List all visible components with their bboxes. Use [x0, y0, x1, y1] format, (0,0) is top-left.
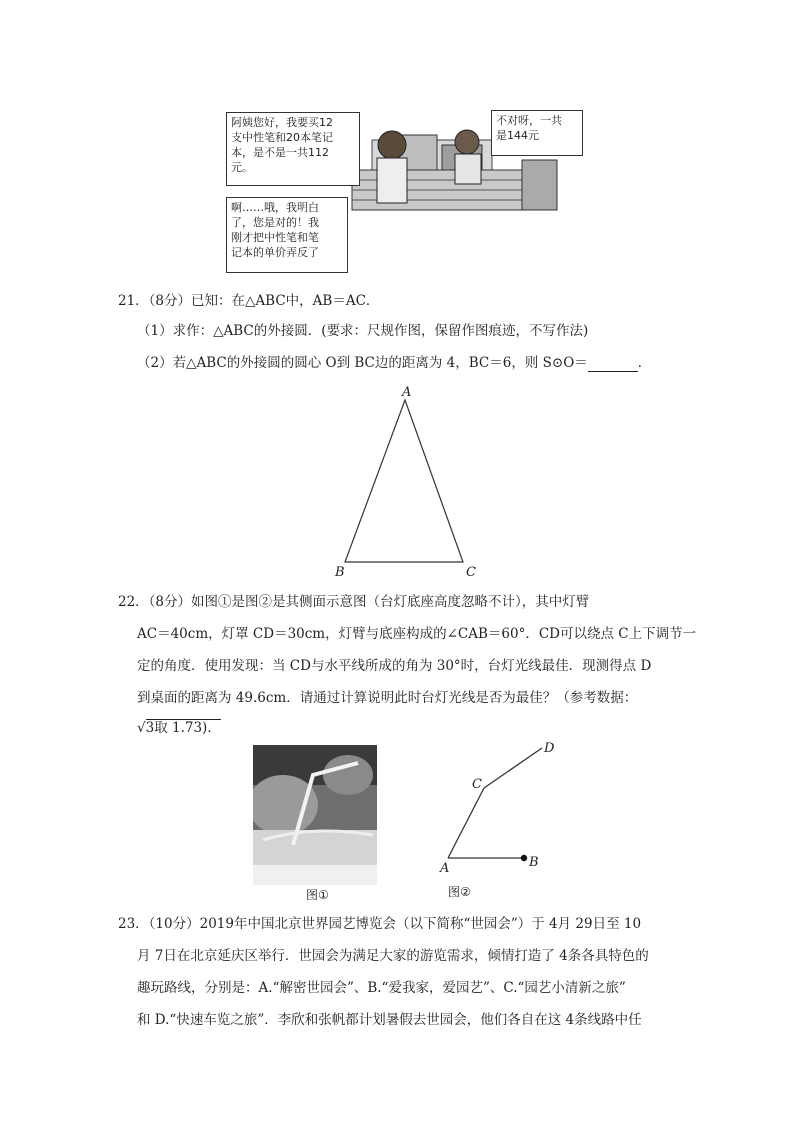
- bubble-line: 了，您是对的！我: [231, 216, 319, 229]
- shade-cd: [484, 748, 542, 788]
- q22-line-4: 到桌面的距离为 49.6cm．请通过计算说明此时台灯光线是否为最佳？（参考数据：: [137, 690, 638, 706]
- fig2-caption: 图②: [448, 885, 471, 899]
- lamp-photo-svg: [253, 745, 377, 885]
- label-a: A: [440, 861, 450, 876]
- q22-line-1: 22．（8分）如图①是图②是其侧面示意图（台灯底座高度忽略不计），其中灯臂: [118, 594, 590, 610]
- sqrt-symbol: √: [137, 720, 146, 736]
- q22-line-3: 定的角度．使用发现：当 CD与水平线所成的角为 30°时，台灯光线最佳．现测得点 D: [137, 658, 652, 674]
- q23-line-1: 23．（10分）2019年中国北京世界园艺博览会（以下简称“世园会”）于 4月 29日至 10: [118, 916, 642, 932]
- q21-header: 21．（8分）已知：在△ABC中，AB＝AC．: [118, 293, 380, 309]
- bubble-line: 支中性笔和20本笔记: [231, 131, 333, 144]
- speech-bubble-clerk: [491, 110, 583, 156]
- lamp-photo: [253, 745, 377, 885]
- arm-ac: [448, 788, 484, 858]
- label-d: D: [544, 741, 555, 756]
- q22-line-5: [137, 719, 221, 737]
- triangle-abc-svg: [330, 380, 490, 580]
- triangle-figure: [330, 380, 490, 580]
- point-b-dot: [521, 855, 527, 861]
- q21-part2: [137, 354, 651, 372]
- bubble-line: 啊……哦，我明白: [231, 201, 319, 214]
- q22-line-5-text: 3取 1.73)．: [145, 720, 221, 736]
- vertex-label-a: A: [402, 385, 412, 400]
- speech-bubble-boy: [226, 112, 360, 186]
- label-c: C: [472, 777, 482, 792]
- speech-bubble-boy-reply: [226, 197, 348, 273]
- fig1-caption: 图①: [306, 888, 329, 902]
- bubble-line: 元。: [231, 161, 253, 174]
- bubble-line: 本，是不是一共112: [231, 146, 329, 159]
- q23-line-4: 和 D.“快速车览之旅”．李欣和张帆都计划暑假去世园会，他们各自在这 4条线路中任: [137, 1012, 642, 1028]
- q21-part2-end: ．: [637, 355, 652, 371]
- bubble-line: 不对呀，一共: [496, 114, 562, 127]
- q23-line-2: 月 7日在北京延庆区举行．世园会为满足大家的游览需求，倾情打造了 4条各具特色的: [137, 948, 649, 964]
- bubble-line: 刚才把中性笔和笔: [231, 231, 319, 244]
- lamp-schematic-svg: [436, 738, 566, 878]
- label-b: B: [529, 855, 539, 870]
- answer-blank[interactable]: [588, 357, 638, 372]
- triangle-abc: [345, 400, 463, 562]
- vertex-label-b: B: [335, 565, 345, 580]
- bubble-line: 是144元: [496, 129, 539, 142]
- q21-part2-text: （2）若△ABC的外接圆的圆心 O到 BC边的距离为 4，BC＝6，则 S⊙O＝: [137, 355, 588, 371]
- vertex-label-c: C: [466, 565, 476, 580]
- q22-line-2: AC＝40cm，灯罩 CD＝30cm，灯臂与底座构成的∠CAB＝60°．CD可以绕点 C上下调节一: [137, 626, 697, 642]
- bubble-line: 阿姨您好，我要买12: [231, 116, 333, 129]
- lamp-schematic: [436, 738, 566, 878]
- q23-line-3: 趣玩路线，分别是：A.“解密世园会”、B.“爱我家，爱园艺”、C.“园艺小清新之旅”: [137, 980, 626, 996]
- bubble-line: 记本的单价弄反了: [231, 246, 319, 259]
- q21-part1: （1）求作：△ABC的外接圆．(要求：尺规作图，保留作图痕迹，不写作法): [137, 323, 589, 339]
